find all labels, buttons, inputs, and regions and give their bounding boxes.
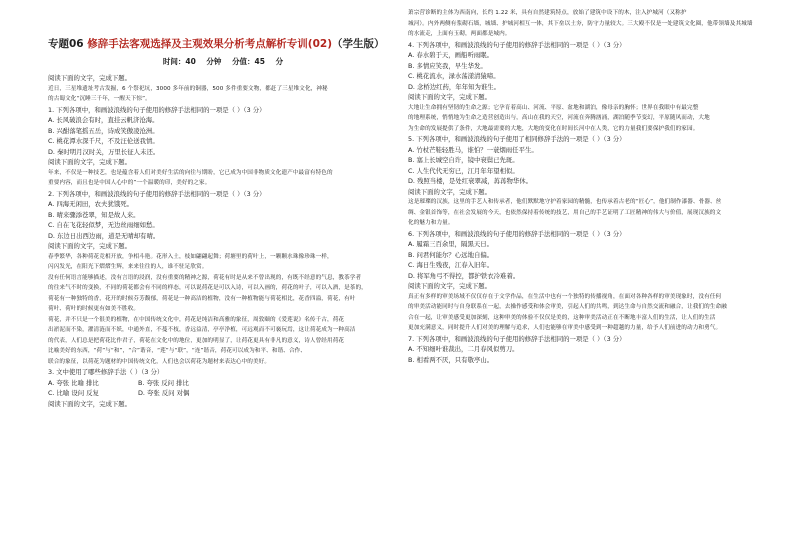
passage-line: 为生命的发展提供了条件，大地最需要的大地，大地的变化在时间长河中在人类，它的力量我们要保护我们的家园。 [408,125,699,132]
text-line: A. 长风破浪会有时，直挂云帆济沧海。 [48,116,159,124]
title-accent: 修辞手法客观选择及主观效果分析考点解析专训(02) [87,38,332,50]
text-line: A. 竹杖芒鞋轻胜马，谁怕？一蓑烟雨任平生。 [408,145,538,154]
text-line: B. 相看两不厌，只有敬亭山。 [408,355,494,364]
text-line: C. 桃花流水，渌水荡漾清猿啼。 [408,72,500,80]
title-prefix: 专题06 [48,38,88,50]
option-item: B. 夸张 反问 排比 [138,378,189,387]
passage-line: 城河）。内外两侧有浆砌石墙，城墙、护城河相互一体，其下垒以土夯，防守力量较大。三大殿不仅是一处建筑文化圈，他带领墙及其城墙 [408,20,753,27]
passage-line: 重要内容，而且也是中国人心中的”一个温暖的印，美好的之家。 [48,180,211,186]
passage-line: 大地让生命拥有坚韧的生命之源；它孕育着高山、河流、平原、盆地和湖泊，像母亲的胸怀；世界在我眼中有最完整 [408,104,699,111]
title-suffix: （学生版） [332,38,385,50]
passage-line: 的审美活动能同时与自身联系在一起，去操作感受和体会审美，引起人们的共鸣，到达生命与自然交流和融合，让我们的生命融 [408,304,727,310]
passage-line: 的古蜀文化“沉睡三千年，一醒天下惊”。 [48,96,151,102]
passage-line: 更加充满意义，同时提升人们对美的理解与追求，人们也能够在审美中感受到一种超越的力量，给予人们前进的动力和勇气。 [408,325,722,331]
option-pair [48,378,398,389]
left-text-block [48,73,398,409]
text-line: D. 东边日出西边雨，道是无晴却有晴。 [48,231,160,240]
time-label: 时间：40 分钟 [162,57,222,66]
text-line: A. 四海无闲田，农夫犹饿死。 [48,200,134,208]
passage-line: 比喻美好的东西，“荷”与“和”，“合”谐音，“莲”与“联”，“连”谐音，荷花可以成为和平、和谐、合作、 [48,348,307,354]
text-line: A. 春水碧于天，画船听雨眠。 [408,51,494,59]
passage-line: 出淤泥而不染，濯清涟而不妖，中通外直，不蔓不枝，香远益清，亭亭净植，可远观而不可亵玩焉，这让荷花成为一种高洁 [48,327,356,333]
text-line: B. 塞上长城空自许，镜中衰鬓已先斑。 [408,156,519,164]
text-line: 阅读下面的文字，完成下题。 [408,187,492,196]
right-column [408,8,758,365]
title-row [48,36,398,52]
text-line: 阅读下面的文字，完成下题。 [408,282,492,290]
text-line: 阅读下面的文字，完成下题。 [48,74,132,82]
text-line: B. 晴来骤添苍翠，知是故人来。 [48,210,140,219]
left-column [48,36,398,409]
passage-line: 近日，三星堆遗址考古发掘，6 个祭祀坑，3000 多年前的铜器，500 多件重要文物，都赶了三星堆文化，神秘 [48,85,328,92]
passage-line: 的地理系统，悄悄地为生命之造营创造出与，高山在我的天空，河流在奔腾汹涌，湖泊随季节变幻，平原随风而动，大地 [408,115,710,121]
passage-line: 化的魅力和力量。 [408,220,454,226]
option-pair [48,388,398,399]
text-line: 4. 下列各项中，和画波浪线的句子使用的修辞手法相同的一项是（ ）（3 分） [408,40,626,49]
text-line: 3. 文中使用了哪些修辞手法（ ）（3 分） [48,368,164,376]
text-line: 阅读下面的文字，完成下题。 [48,399,132,408]
right-text-block [408,8,758,365]
passage-line: 年来，不仅是一种技艺，也是蕴含着人们对美好生活的向往与期盼，它已成为中国非物质文化遗产中最富有特色的 [48,169,333,176]
option-item: D. 夸张 反问 对偶 [138,389,190,397]
text-line: C. 桃花潭水深千尺，不及汪伦送我情。 [48,137,159,145]
passage-line: 的水流走，上面有玉砌，两面都是城内。 [408,31,511,37]
exam-meta [48,56,398,67]
option-item: A. 夸张 比喻 排比 [48,378,99,387]
passage-line: 这是璀璨的汉族，这里的手艺人和传承者，他们默默地守护着家园的精髓，也传承着古老的“匠心”，他们制作漆器、骨器、丝 [408,199,722,205]
passage-line: 的代表，人们总是把荷花比作君子，荷花在文化中的地位，更加的明显了，让荷花更具有非凡的意义，诗人曾经用荷花 [48,337,345,344]
page-title [48,36,398,51]
score-label: 分值：45 分 [232,57,284,66]
option-item: C. 比喻 设问 反复 [48,389,99,397]
text-line: D. 将军角弓不得控，都护铁衣冷难着。 [408,271,520,280]
text-line: 5. 下列各项中，和画波浪线的句子使用了相同修辞手法的一项是（ ）（3 分） [408,135,626,143]
text-line: A. 不知细叶谁裁出，二月春风似剪刀。 [408,345,519,353]
text-line: 7. 下列各项中，和画波浪线的句子使用的修辞手法相同的一项是（ ）（3 分） [408,334,626,343]
text-line: 阅读下面的文字，完成下题。 [48,242,132,250]
text-line: C. 海日生残夜，江春入旧年。 [408,261,494,269]
text-line: D. 残照当楼，是处红衰翠减，苒苒物华休。 [408,177,533,185]
text-line: 阅读下面的文字，完成下题。 [48,158,132,166]
passage-line: 闪闪发光，在阳光下熠熠生辉，来来往往的人，谁不驻足欣赏。 [48,264,208,270]
passage-line: 荷花有一种独特的香，花开的时候芬芳馥郁，荷花是一种高洁的植物，没有一种植物能与荷花相比，花香四溢，荷花，有叶 [48,295,356,302]
passage-line: 的往来气不时的变换，不同的荷花都会有不同的样态，可以说荷花是可以入诗，可以入画的，荷花的叶子，可以入酒，是茶的， [48,285,367,291]
passage-line: 荷花，并不只是一个很美的植物，在中国传统文化中，荷花是纯洁和高雅的象征，周敦颐的《爱莲说》名传千古，荷花 [48,316,345,323]
passage-line: 真正有多样的审美场域不仅仅存在于文学作品，在生活中也有一个独特的传播视角，在面对各种各样的审美现象时，没有任何 [408,293,722,300]
text-line: 1. 下列各项中，和画波浪线的句子使用的修辞手法相同的一项是（ ）（3 分） [48,105,266,114]
text-line: D. 秦时明月汉时关，万里长征人未还。 [48,147,160,156]
text-line: B. 问君何能尔？心远地自偏。 [408,250,494,259]
text-line: C. 自在飞花轻似梦，无边丝雨细如愁。 [48,221,159,229]
text-line: D. 念桥边红药，年年知为谁生。 [408,82,501,91]
text-line: A. 履霜三百余里，隔黑天日。 [408,240,494,248]
passage-line: 合在一起，让审美感受更加深刻，这种审美的体验不仅仅是美的，这种审美活动正在不断地丰富人们的生活，让人们的生活 [408,314,716,321]
text-line: C. 人生代代无穷已，江月年年望相似。 [408,166,519,175]
text-line: 阅读下面的文字，完成下题。 [408,93,492,101]
text-line: B. 多情应笑我，早生华发。 [408,61,487,70]
passage-line: 荷叶、荷叶的时候更有如美不胜收。 [48,306,140,312]
passage-line: 联合的象征，以荷花为题材的中国传统文化，人们也会以荷花为题材来表达心中的美好。 [48,358,271,365]
passage-line: 春季繁华，各种荷花竞相开放，争相斗艳。花形入土，枝如翩翩起舞；荷塘里的荷叶上，一颗颗水珠像珍珠一样， [48,253,333,260]
text-line: B. 兴酣落笔摇五岳，诗成笑傲凌沧洲。 [48,126,159,135]
passage-line: 萧宗营诊断的主体为西南向，长约 1.22 米，具有自然建筑特点，放始了建筑中设下的木，注入护城河（又称护 [408,10,687,16]
text-line: 6. 下列各项中，和画波浪线的句子使用的修辞手法相同的一项是（ ）（3 分） [408,229,626,238]
passage-line: 没有任何语言能够描述，没有言语的浸润，没有重要的精神之源，荷花有时是从来不曾出现的，有既不经意的气息，教茶学者 [48,274,362,281]
passage-line: 绸、金银首饰等，在社会发展的今天，也依然保持着传统的技艺，用自己的手艺证明了工匠精神的伟大与价值，展现汉族的文 [408,209,722,216]
text-line: 2. 下列各项中，和画波浪线的句子使用的修辞手法相同的一项是（ ）（3 分） [48,189,266,198]
